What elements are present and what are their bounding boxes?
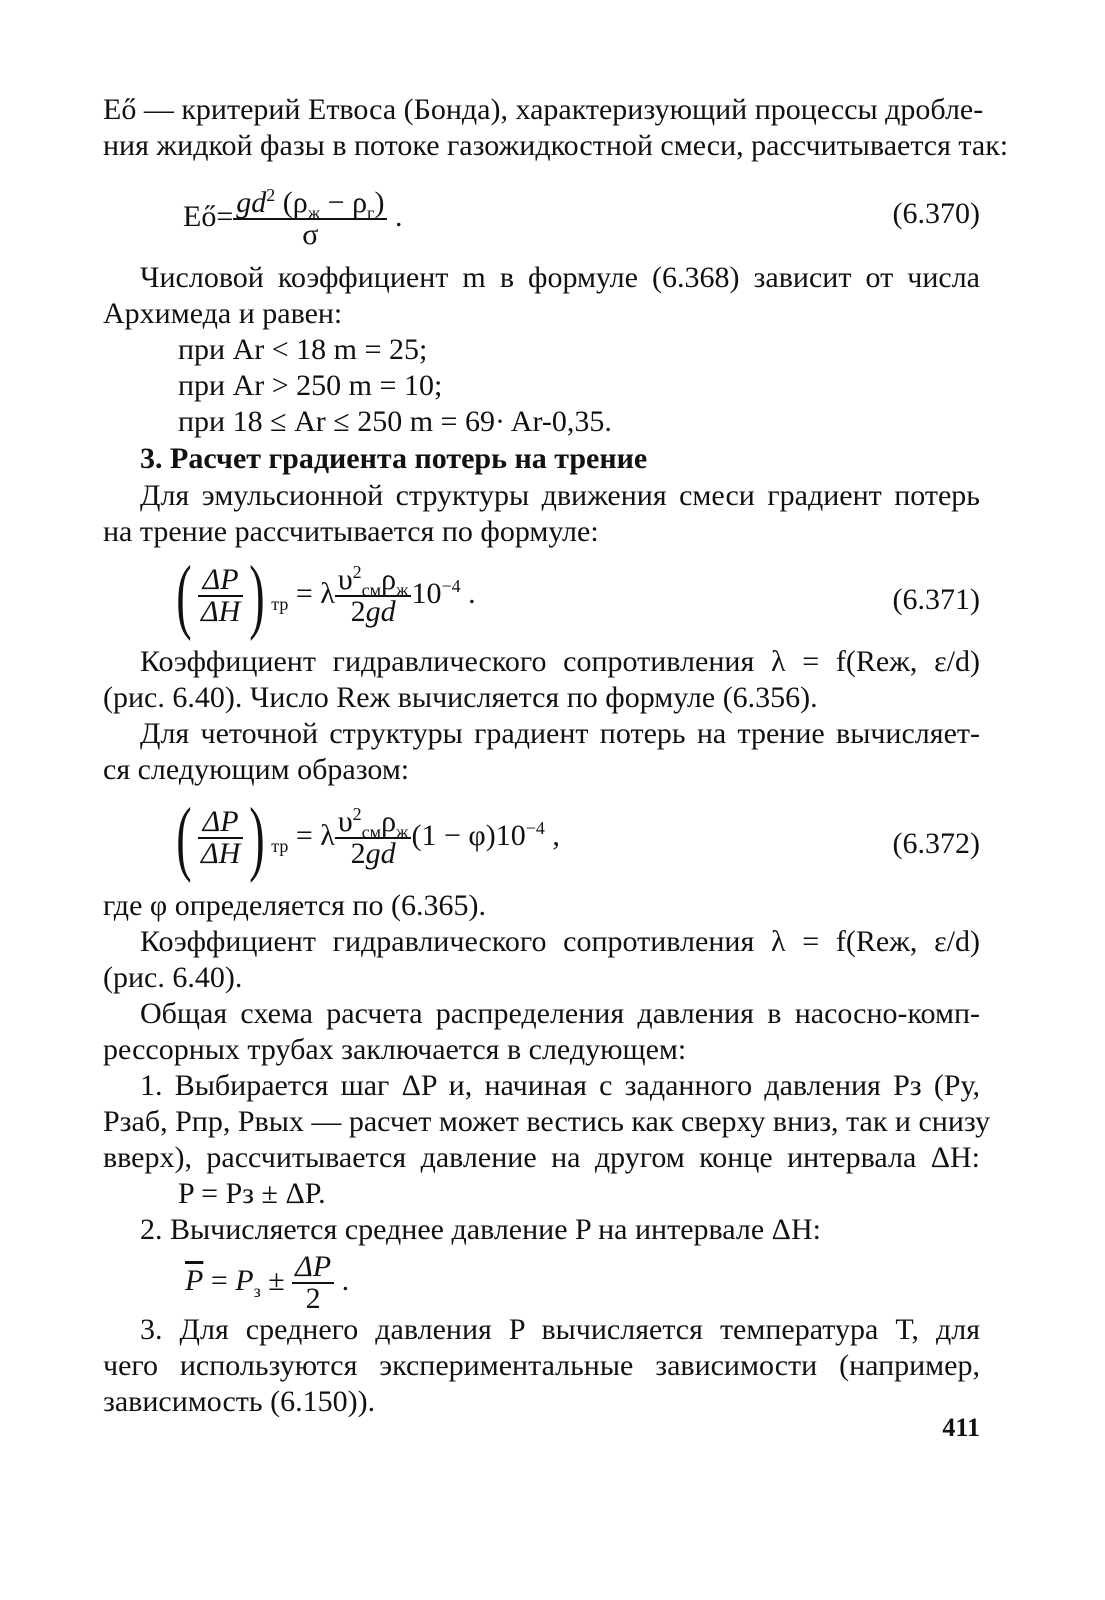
paragraph-line: где φ определяется по (6.365).	[103, 889, 486, 922]
paragraph-line: ся следующим образом:	[103, 753, 410, 786]
equation-6-371: ( $\frac{\Delta P}{\Delta H}$ ) $_{тр}$ = λ $\frac{\upsilon^2_{см}\rho_ж}{2gd}$ $10^{-4}$ .	[176, 549, 476, 642]
equation-number: (6.370)	[892, 197, 980, 230]
step-line: зависимость (6.150)).	[103, 1385, 376, 1418]
page-number: 411	[942, 1413, 980, 1442]
condition-line: при 18 ≤ Ar ≤ 250 m = 69· Ar-0,35.	[178, 405, 612, 438]
equation-mean-pressure: $\overline{P} = P_з$ ± $\frac{\Delta P}{2}$ .	[185, 1250, 350, 1315]
section-heading: 3. Расчет градиента потерь на трение	[140, 442, 648, 475]
step-equation: P = Pз ± ΔP.	[178, 1177, 326, 1210]
paragraph-line: Архимеда и равен:	[103, 297, 343, 330]
condition-line: при Ar < 18 m = 25;	[178, 333, 428, 366]
step-line: Pзаб, Pпр, Pвых — расчет может вестись как сверху вниз, так и снизу	[103, 1105, 991, 1138]
condition-line: при Ar > 250 m = 10;	[178, 369, 443, 402]
paragraph-line: (рис. 6.40).	[103, 961, 243, 994]
step-line: 2. Вычисляется среднее давление P на интервале ΔH:	[140, 1213, 821, 1246]
step-line: 1. Выбирается шаг ΔP и, начиная с заданного давления Pз (Pу,	[140, 1069, 980, 1102]
equation-6-370: Eő= $\frac{gd^2 (\rho_ж - \rho_г)}{\sigma}$ .	[183, 185, 403, 251]
step-line: вверх), рассчитывается давление на другом конце интервала ΔH:	[103, 1141, 980, 1174]
paragraph-line: на трение рассчитывается по формуле:	[103, 515, 599, 548]
equation-6-372: ( $\frac{\Delta P}{\Delta H}$ ) $_{тр}$ = λ $\frac{\upsilon^2_{см}\rho_ж}{2gd}$ $(1 - \varphi)10^{-4}$ ,	[176, 791, 560, 884]
step-line: 3. Для среднего давления P вычисляется температура T, для	[140, 1313, 980, 1346]
equation-number: (6.371)	[892, 583, 980, 616]
paragraph-line: Для четочной структуры градиент потерь на трение вычисляет-	[140, 717, 980, 750]
equation-number: (6.372)	[892, 827, 980, 860]
paragraph-line: Числовой коэффициент m в формуле (6.368) зависит от числа	[140, 261, 980, 294]
paragraph-line: Коэффициент гидравлического сопротивления λ = f(Reж, ε/d)	[140, 925, 980, 958]
paragraph-line: Общая схема расчета распределения давления в насосно-комп-	[140, 997, 980, 1030]
paragraph-line: Для эмульсионной структуры движения смеси градиент потерь	[140, 479, 980, 512]
paragraph-line: (рис. 6.40). Число Reж вычисляется по формуле (6.356).	[103, 681, 818, 714]
paragraph-line: Коэффициент гидравлического сопротивления λ = f(Reж, ε/d)	[140, 645, 980, 678]
paragraph-line: ния жидкой фазы в потоке газожидкостной смеси, рассчитывается так:	[103, 129, 1009, 162]
step-line: чего используются экспериментальные зависимости (например,	[103, 1349, 980, 1382]
paragraph-line: рессорных трубах заключается в следующем:	[103, 1033, 687, 1066]
paragraph-line: Eő — критерий Етвоса (Бонда), характеризующий процессы дробле-	[103, 93, 984, 126]
